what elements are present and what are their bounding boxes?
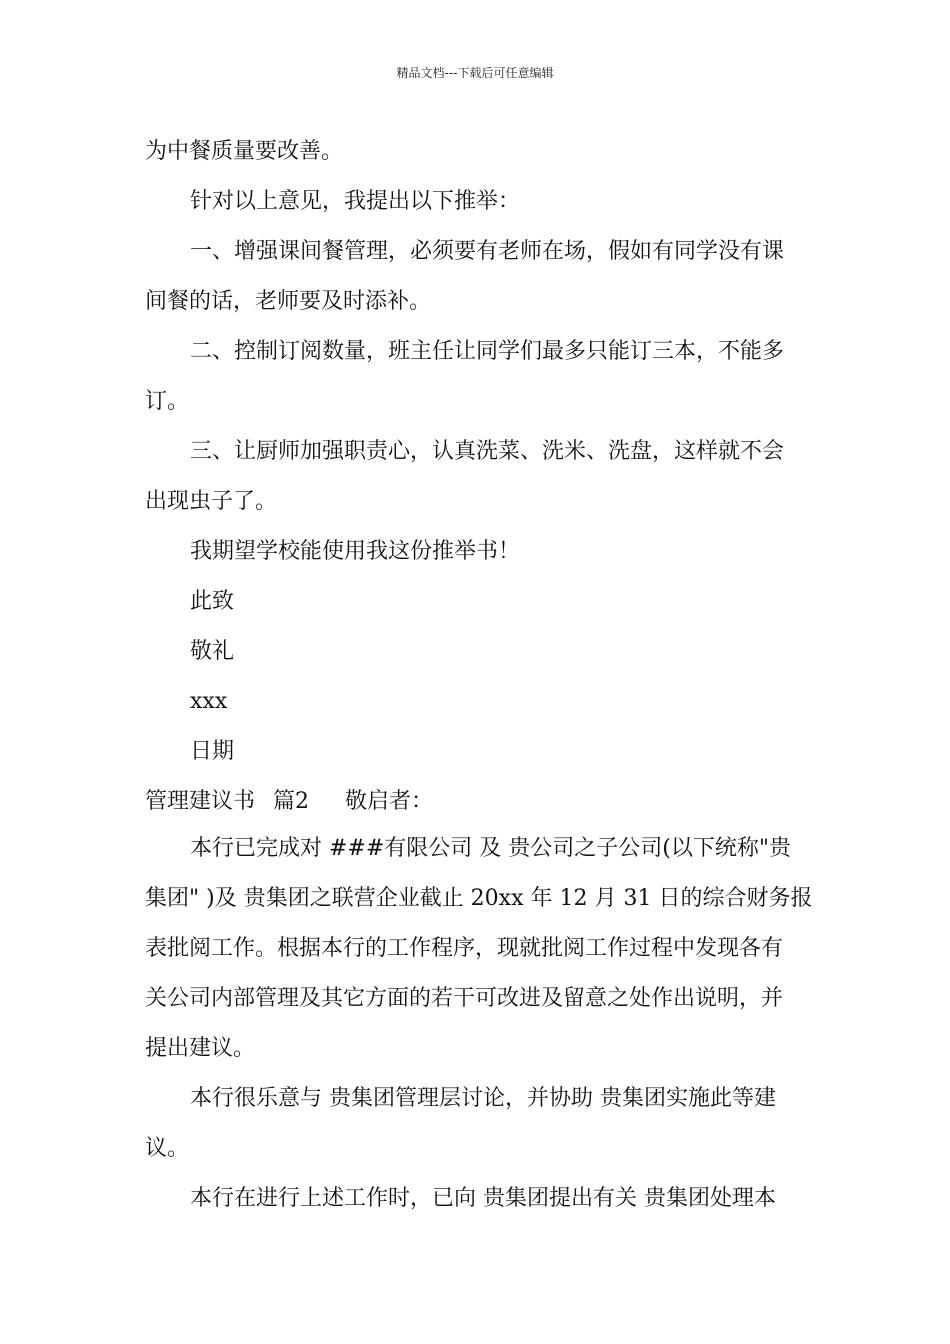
paragraph-line: 本行已完成对 ###有限公司 及 贵公司之子公司(以下统称"贵 [190, 836, 791, 861]
paragraph-line: 一、增强课间餐管理，必须要有老师在场，假如有同学没有课 [190, 239, 785, 264]
signature-line: xxx [190, 689, 228, 714]
page-header: 精品文档---下载后可任意编辑 [396, 66, 554, 80]
paragraph-line: 三、让厨师加强职责心，认真洗菜、洗米、洗盘，这样就不会 [190, 439, 785, 464]
paragraph-line: 间餐的话，老师要及时添补。 [145, 289, 432, 314]
paragraph-line: 二、控制订阅数量，班主任让同学们最多只能订三本，不能多 [190, 339, 785, 364]
paragraph-line: 议。 [145, 1136, 190, 1161]
section-heading [145, 787, 433, 817]
paragraph-line: 为中餐质量要改善。 [145, 139, 344, 164]
paragraph-line: 集团" )及 贵集团之联营企业截止 20xx 年 12 月 31 日的综合财务报 [145, 886, 813, 911]
paragraph-line: 针对以上意见，我提出以下推举： [190, 189, 521, 214]
paragraph-line: 出现虫子了。 [145, 489, 278, 514]
closing-line: 敬礼 [190, 639, 235, 664]
paragraph-line: 本行在进行上述工作时，已向 贵集团提出有关 贵集团处理本 [190, 1186, 776, 1211]
paragraph-line: 关公司内部管理及其它方面的若干可改进及留意之处作出说明，并 [145, 986, 784, 1011]
paragraph-line: 我期望学校能使用我这份推举书！ [190, 539, 521, 564]
paragraph-line: 订。 [145, 389, 190, 414]
closing-line: 此致 [190, 589, 235, 614]
date-line: 日期 [190, 739, 235, 764]
paragraph-line: 表批阅工作。根据本行的工作程序，现就批阅工作过程中发现各有 [145, 936, 784, 961]
salutation: 敬启者： [345, 789, 434, 814]
section-title: 管理建议书 [145, 789, 256, 814]
paragraph-line: 本行很乐意与 贵集团管理层讨论，并协助 贵集团实施此等建 [190, 1086, 776, 1111]
paragraph-line: 提出建议。 [145, 1036, 256, 1061]
section-part: 篇2 [273, 789, 310, 814]
